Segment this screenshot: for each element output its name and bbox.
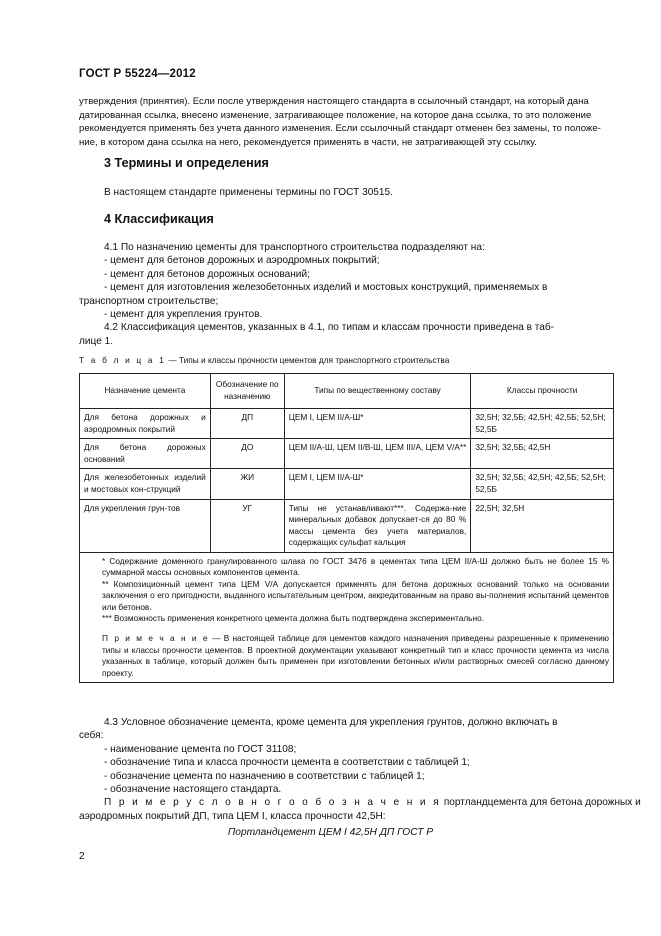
table-row [80, 499, 614, 552]
cell-code: ДП [210, 409, 284, 439]
table-header-cell: Типы по вещественному составу [284, 374, 471, 409]
table-caption-label: Т а б л и ц а 1 [79, 355, 167, 365]
footnote: * Содержание доменного гранулированного шлака по ГОСТ 3476 в цементах типа ЦЕМ II/А-Ш должно быть не более 15 % суммарной массы основных компонентов цемента. [102, 555, 609, 578]
list-item-continuation: транспортном строительстве; [79, 295, 219, 307]
clause-4-1 [79, 241, 584, 348]
table-note-label: П р и м е ч а н и е [102, 633, 210, 644]
cell-classes: 32,5Н; 32,5Б; 42,5Н; 42,5Б; 52,5Н; 52,5Б [471, 469, 614, 499]
list-item: - цемент для бетонов дорожных оснований; [104, 268, 310, 280]
table-row [80, 469, 614, 499]
clause-4-2-line: лице 1. [79, 335, 114, 347]
list-item: - обозначение типа и класса прочности цемента в соответствии с таблицей 1; [104, 757, 470, 769]
cell-classes: 32,5Н; 32,5Б; 42,5Н [471, 439, 614, 469]
cell-types: ЦЕМ I, ЦЕМ II/А-Ш* [284, 409, 471, 439]
section-3-text: В настоящем стандарте применены термины по ГОСТ 30515. [104, 187, 393, 198]
clause-4-3-lead: себя: [79, 730, 104, 742]
intro-line: датированная ссылка, внесено изменение, затрагивающее положение, на которое дана ссылка, то это положение [79, 109, 592, 121]
cell-purpose: Для бетона дорожных и аэродромных покрытий [80, 409, 211, 439]
intro-paragraph [79, 95, 601, 149]
classification-table [79, 373, 614, 683]
intro-line: рекомендуется применять без учета данного изменения. Если ссылочный стандарт отменен без замены, то положе- [79, 123, 601, 135]
list-item: - цемент для укрепления грунтов. [104, 309, 263, 321]
table-note [84, 633, 609, 679]
cell-types: ЦЕМ II/А-Ш, ЦЕМ II/В-Ш, ЦЕМ III/А, ЦЕМ V/А** [284, 439, 471, 469]
cell-code: ЖИ [210, 469, 284, 499]
footnote: ** Композиционный цемент типа ЦЕМ V/А допускается применять для бетона дорожных оснований только на основании заключения о его пригодности, выданного испытательным центром, аккредитованным на право вы-полнения испытаний цементов или бетонов. [102, 578, 609, 612]
document-header: ГОСТ Р 55224—2012 [79, 68, 196, 80]
example-line: аэродромных покрытий ДП, типа ЦЕМ I, класса прочности 42,5Н: [79, 810, 386, 822]
cell-code: УГ [210, 499, 284, 552]
example-formula: Портландцемент ЦЕМ I 42,5Н ДП ГОСТ Р [227, 827, 434, 838]
cell-classes: 32,5Н; 32,5Б; 42,5Н; 42,5Б; 52,5Н; 52,5Б [471, 409, 614, 439]
table-row [80, 409, 614, 439]
section-3-title: 3 Термины и определения [104, 156, 269, 170]
clause-4-3 [79, 716, 641, 823]
clause-4-2-line: 4.2 Классификация цементов, указанных в 4.1, по типам и классам прочности приведена в таб- [104, 322, 555, 334]
table-header-row [80, 374, 614, 409]
example-label: П р и м е р у с л о в н о г о о б о з н а ч е н и я [104, 797, 442, 809]
list-item: - цемент для изготовления железобетонных изделий и мостовых конструкций, применяемых в [104, 282, 548, 294]
section-4-title: 4 Классификация [104, 212, 214, 226]
table-row [80, 439, 614, 469]
footnote: *** Возможность применения конкретного цемента должна быть подтверждена экспериментально. [102, 612, 485, 623]
clause-4-3-lead: 4.3 Условное обозначение цемента, кроме цемента для укрепления грунтов, должно включать в [104, 717, 558, 728]
cell-purpose: Для бетона дорожных оснований [80, 439, 211, 469]
list-item: - цемент для бетонов дорожных и аэродромных покрытий; [104, 255, 380, 267]
table-notes-cell [80, 552, 614, 682]
list-item: - обозначение цемента по назначению в соответствии с таблицей 1; [104, 770, 425, 782]
cell-purpose: Для железобетонных изделий и мостовых кон-струкций [80, 469, 211, 499]
clause-4-1-lead: 4.1 По назначению цементы для транспортного строительства подразделяют на: [104, 242, 485, 253]
intro-line: утверждения (принятия). Если после утверждения настоящего стандарта в ссылочный стандарт, на который дана [79, 96, 589, 107]
table-note-text: — В настоящей таблице для цементов каждого назначения приведены разрешенные к применению типы и классы прочности цементов. В проектной документации указывают конкретный тип и класс прочности цемента из числа указанных в таблице, который должен быть применен при изготовлении бетонных и/или растворных смесей согласно данному проекту. [102, 633, 609, 678]
table-caption [79, 355, 449, 365]
example-text: портландцемента для бетона дорожных и [441, 797, 641, 809]
page-number: 2 [79, 851, 85, 862]
example-line [79, 796, 641, 809]
cell-types: ЦЕМ I, ЦЕМ II/А-Ш* [284, 469, 471, 499]
table-notes-row [80, 552, 614, 682]
cell-purpose: Для укрепления грун-тов [80, 499, 211, 552]
intro-line: ние, в котором дана ссылка на него, рекомендуется применять в части, не затрагивающей эту ссылку. [79, 136, 537, 148]
table-header-cell: Обозначение по назначению [210, 374, 284, 409]
cell-code: ДО [210, 439, 284, 469]
cell-types: Типы не устанавливают***. Содержа-ние минеральных добавок допускает-ся до 80 % массы цемента без учета материалов, содержащих сульфат кальция [284, 499, 471, 552]
table-caption-text: — Типы и классы прочности цементов для транспортного строительства [166, 355, 450, 365]
table-header-cell: Назначение цемента [80, 374, 211, 409]
table-header-cell: Классы прочности [471, 374, 614, 409]
list-item: - наименование цемента по ГОСТ 31108; [104, 743, 297, 755]
cell-classes: 22,5Н; 32,5Н [471, 499, 614, 552]
list-item: - обозначение настоящего стандарта. [104, 784, 282, 796]
